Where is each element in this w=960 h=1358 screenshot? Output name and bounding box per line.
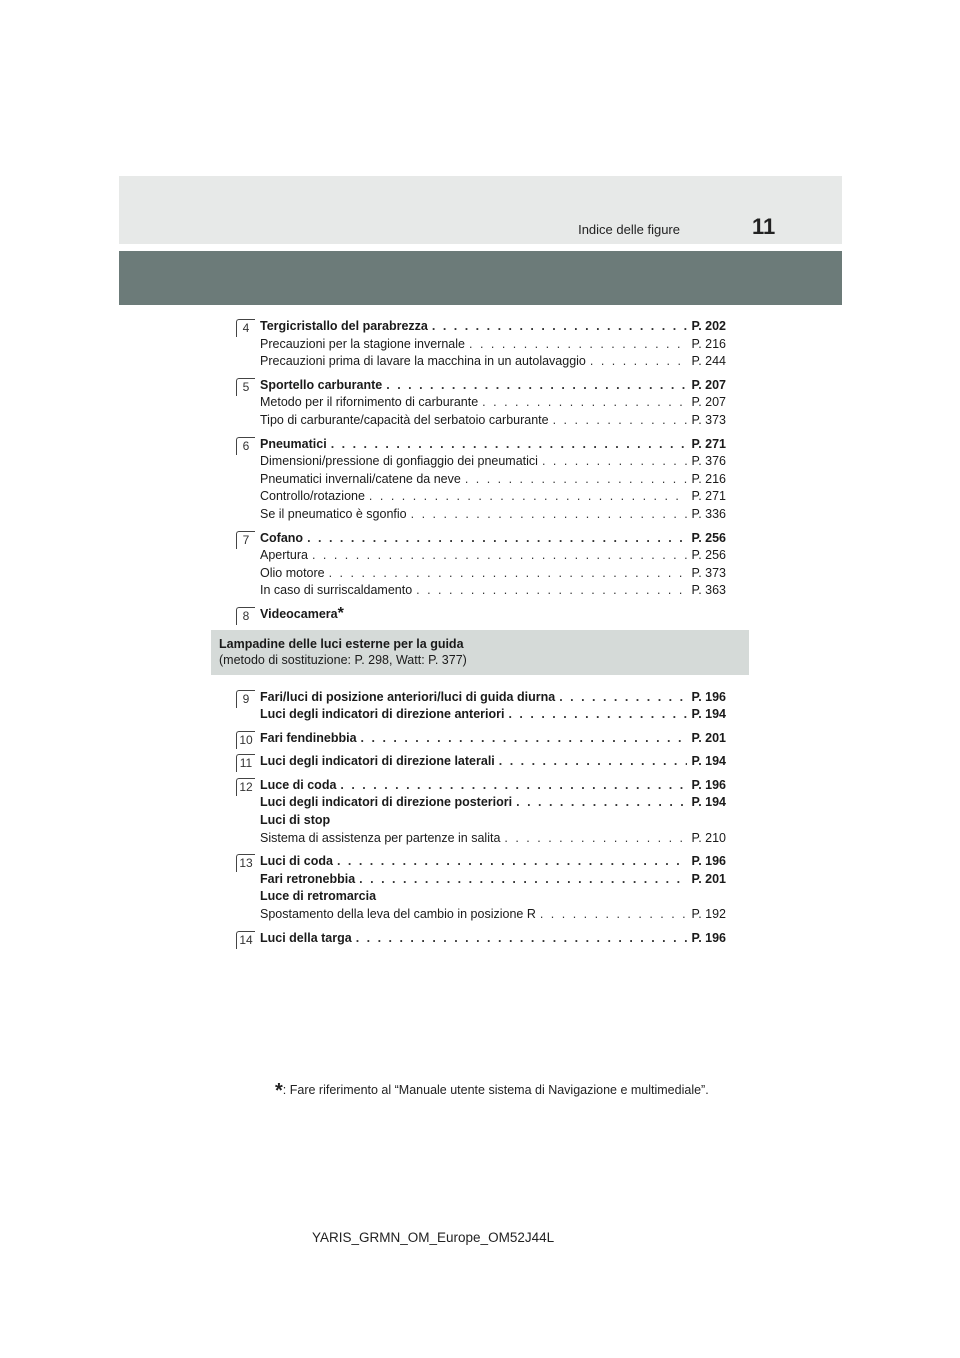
index-label: Olio motore bbox=[260, 565, 325, 580]
leader-dots bbox=[465, 471, 688, 489]
callout-number: 14 bbox=[236, 931, 255, 949]
index-line bbox=[260, 394, 726, 412]
index-label: Luci degli indicatori di direzione posteriori bbox=[260, 795, 513, 810]
leader-dots bbox=[416, 582, 687, 600]
callout-number: 9 bbox=[236, 690, 255, 708]
index-line bbox=[260, 888, 726, 906]
index-group bbox=[236, 377, 726, 430]
page-reference: P. 192 bbox=[691, 907, 726, 922]
index-group bbox=[236, 689, 726, 724]
leader-dots bbox=[553, 412, 688, 430]
lamp-box bbox=[211, 630, 749, 675]
leader-dots bbox=[482, 394, 687, 412]
page-reference: P. 196 bbox=[691, 689, 726, 704]
page-reference: P. 194 bbox=[691, 795, 726, 810]
index-line bbox=[260, 777, 726, 795]
index-label: Luci di stop bbox=[260, 813, 331, 828]
index-line bbox=[260, 730, 726, 748]
callout-number: 11 bbox=[236, 754, 255, 772]
leader-dots bbox=[307, 530, 687, 548]
lamp-box-subtitle: (metodo di sostituzione: P. 298, Watt: P. 377) bbox=[219, 652, 467, 667]
leader-dots bbox=[504, 830, 687, 848]
figure-index-list bbox=[219, 318, 726, 953]
index-label: Spostamento della leva del cambio in posizione R bbox=[260, 907, 536, 922]
index-group bbox=[236, 530, 726, 600]
index-line bbox=[260, 353, 726, 371]
index-label: Luci della targa bbox=[260, 930, 352, 945]
page-reference: P. 363 bbox=[691, 583, 726, 598]
index-line bbox=[260, 506, 726, 524]
leader-dots bbox=[356, 930, 688, 948]
callout-number: 13 bbox=[236, 854, 255, 872]
leader-dots bbox=[369, 488, 688, 506]
callout-number: 7 bbox=[236, 531, 255, 549]
index-line bbox=[260, 377, 726, 395]
index-line bbox=[260, 565, 726, 583]
index-label: Tipo di carburante/capacità del serbatoio carburante bbox=[260, 412, 549, 427]
index-groups-lamps bbox=[236, 689, 726, 948]
leader-dots bbox=[386, 377, 687, 395]
page-reference: P. 207 bbox=[691, 395, 726, 410]
page-reference: P. 376 bbox=[691, 454, 726, 469]
index-group bbox=[236, 753, 726, 771]
index-label: Fari/luci di posizione anteriori/luci di guida diurna bbox=[260, 689, 556, 704]
page-reference: P. 196 bbox=[691, 777, 726, 792]
page-reference: P. 207 bbox=[691, 377, 726, 392]
page-reference: P. 336 bbox=[691, 506, 726, 521]
leader-dots bbox=[331, 436, 688, 454]
index-line bbox=[260, 930, 726, 948]
index-label: Sistema di assistenza per partenze in salita bbox=[260, 830, 501, 845]
index-label: In caso di surriscaldamento bbox=[260, 583, 413, 598]
page-number: 11 bbox=[752, 214, 776, 239]
callout-number: 4 bbox=[236, 319, 255, 337]
lamp-box-title: Lampadine delle luci esterne per la guida bbox=[219, 636, 464, 651]
leader-dots bbox=[411, 506, 688, 524]
index-group bbox=[236, 930, 726, 948]
page-reference: P. 196 bbox=[691, 854, 726, 869]
page-reference: P. 244 bbox=[691, 354, 726, 369]
callout-number: 6 bbox=[236, 437, 255, 455]
index-label: Pneumatici bbox=[260, 436, 327, 451]
index-line bbox=[260, 471, 726, 489]
index-line bbox=[260, 488, 726, 506]
index-label: Luce di retromarcia bbox=[260, 889, 377, 904]
index-label: Se il pneumatico è sgonfio bbox=[260, 506, 407, 521]
index-group bbox=[236, 318, 726, 371]
page-reference: P. 194 bbox=[691, 754, 726, 769]
index-line bbox=[260, 906, 726, 924]
index-label: Pneumatici invernali/catene da neve bbox=[260, 471, 461, 486]
page-reference: P. 216 bbox=[691, 471, 726, 486]
index-line bbox=[260, 794, 726, 812]
leader-dots bbox=[329, 565, 688, 583]
index-label: Luci di coda bbox=[260, 854, 333, 869]
leader-dots bbox=[542, 453, 688, 471]
leader-dots bbox=[337, 853, 688, 871]
document-code: YARIS_GRMN_OM_Europe_OM52J44L bbox=[312, 1230, 555, 1245]
index-group bbox=[236, 730, 726, 748]
callout-number: 10 bbox=[236, 731, 255, 749]
leader-dots bbox=[432, 318, 688, 336]
page-reference: P. 216 bbox=[691, 336, 726, 351]
index-line bbox=[260, 853, 726, 871]
leader-dots bbox=[540, 906, 688, 924]
index-line bbox=[260, 812, 726, 830]
index-group bbox=[236, 853, 726, 923]
index-line bbox=[260, 582, 726, 600]
page-reference: P. 373 bbox=[691, 412, 726, 427]
leader-dots bbox=[559, 689, 687, 707]
index-label: Luci degli indicatori di direzione laterali bbox=[260, 754, 495, 769]
page-reference: P. 196 bbox=[691, 930, 726, 945]
header-top-bar bbox=[119, 176, 842, 244]
callout-number: 12 bbox=[236, 778, 255, 796]
callout-number: 5 bbox=[236, 378, 255, 396]
index-line bbox=[260, 830, 726, 848]
index-label: Tergicristallo del parabrezza bbox=[260, 319, 428, 333]
page-reference: P. 271 bbox=[691, 436, 726, 451]
leader-dots bbox=[359, 871, 687, 889]
index-line bbox=[260, 436, 726, 454]
page-reference: P. 373 bbox=[691, 565, 726, 580]
index-groups-exterior bbox=[236, 318, 726, 600]
page-reference: P. 256 bbox=[691, 530, 726, 545]
index-label: Luci degli indicatori di direzione anteriori bbox=[260, 707, 505, 722]
index-label: Metodo per il rifornimento di carburante bbox=[260, 395, 479, 410]
index-line bbox=[260, 706, 726, 724]
index-line bbox=[260, 530, 726, 548]
footnote bbox=[275, 1080, 709, 1103]
page-reference: P. 194 bbox=[691, 707, 726, 722]
section-title: Indice delle figure bbox=[578, 222, 680, 237]
index-line bbox=[260, 871, 726, 889]
page-reference: P. 202 bbox=[691, 319, 726, 333]
index-label: Precauzioni prima di lavare la macchina in un autolavaggio bbox=[260, 354, 586, 369]
index-line: Videocamera * bbox=[260, 604, 344, 622]
index-label: Videocamera bbox=[260, 606, 338, 621]
page-reference: P. 256 bbox=[691, 548, 726, 563]
index-label: Precauzioni per la stagione invernale bbox=[260, 336, 465, 351]
index-label: Controllo/rotazione bbox=[260, 489, 365, 504]
index-label: Cofano bbox=[260, 530, 304, 545]
index-label: Sportello carburante bbox=[260, 377, 383, 392]
index-label: Apertura bbox=[260, 548, 308, 563]
index-group-videocamera bbox=[236, 606, 726, 624]
leader-dots bbox=[516, 794, 687, 812]
index-label: Luce di coda bbox=[260, 777, 337, 792]
index-line bbox=[260, 318, 726, 336]
leader-dots bbox=[312, 547, 688, 565]
index-line bbox=[260, 336, 726, 354]
index-line bbox=[260, 753, 726, 771]
callout-number: 8 bbox=[236, 607, 255, 625]
index-group bbox=[236, 436, 726, 524]
index-line bbox=[260, 689, 726, 707]
page-reference: P. 201 bbox=[691, 730, 726, 745]
footnote-mark: * bbox=[275, 1080, 283, 1102]
leader-dots bbox=[340, 777, 687, 795]
index-label: Dimensioni/pressione di gonfiaggio dei pneumatici bbox=[260, 454, 538, 469]
page-reference: P. 210 bbox=[691, 830, 726, 845]
leader-dots bbox=[469, 336, 687, 354]
leader-dots bbox=[361, 730, 688, 748]
index-label: Fari retronebbia bbox=[260, 871, 356, 886]
index-group bbox=[236, 777, 726, 847]
index-label: Fari fendinebbia bbox=[260, 730, 357, 745]
page-reference: P. 201 bbox=[691, 871, 726, 886]
footnote-text: : Fare riferimento al “Manuale utente sistema di Navigazione e multimediale”. bbox=[282, 1083, 709, 1097]
index-line bbox=[260, 412, 726, 430]
index-line bbox=[260, 547, 726, 565]
page-reference: P. 271 bbox=[691, 489, 726, 504]
index-line bbox=[260, 453, 726, 471]
leader-dots bbox=[508, 706, 687, 724]
header-band bbox=[119, 251, 842, 305]
leader-dots bbox=[590, 353, 688, 371]
leader-dots bbox=[499, 753, 688, 771]
